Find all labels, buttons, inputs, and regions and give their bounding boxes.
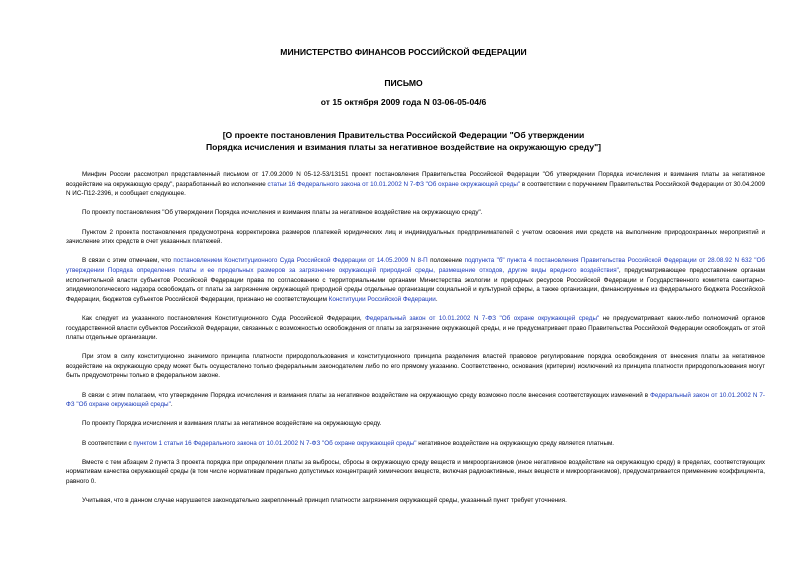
paragraph: [66, 352, 765, 381]
paragraph-text: положение: [427, 257, 465, 265]
document-date-number: от 15 октября 2009 года N 03-06-05-04/6: [320, 97, 487, 107]
paragraph-text: В соответствии с: [82, 439, 134, 447]
law-reference-link[interactable]: пунктом 1 статьи 16 Федерального закона от 10.01.2002 N 7-ФЗ "Об охране окружающей среды": [133, 439, 417, 447]
paragraph-text: В связи с этим полагаем, что утверждение Порядка исчисления и взимания платы за негативное воздействие на окружающую среду возможно после внесения соответствующих изменений в: [82, 391, 651, 399]
law-reference-link[interactable]: Федеральный закон от 10.01.2002 N 7-ФЗ "Об охране окружающей среды": [365, 314, 600, 322]
paragraph-text: По проекту Порядка исчисления и взимания платы за негативное воздействие на окружающую среду.: [82, 420, 382, 428]
paragraph: [66, 314, 765, 343]
paragraph: [66, 419, 765, 429]
paragraph: [66, 496, 765, 506]
paragraph-text: негативное воздействие на окружающую среду является платным.: [416, 439, 615, 447]
paragraph: [66, 208, 765, 218]
law-reference-link[interactable]: статьи 16 Федерального закона от 10.01.2002 N 7-ФЗ "Об охране окружающей среды": [267, 180, 521, 188]
paragraph-text: в соответствии с поручением Правительства Российской Федерации от 30.04.2009 N ИС-П12-2396, и сообщает следующее.: [66, 180, 766, 198]
paragraph-text: Как следует из указанного постановления Конституционного Суда Российской Федерации,: [82, 314, 366, 322]
subject-line-1: [О проекте постановления Правительства Российской Федерации "Об утверждении: [222, 130, 585, 140]
law-reference-link[interactable]: постановлением Конституционного Суда Российской Федерации от 14.05.2009 N 8-П: [173, 257, 428, 265]
paragraph-text: Учитывая, что в данном случае нарушается законодательно закрепленный принцип платности загрязнения окружающей среды, указанный пункт требует уточнения.: [82, 497, 567, 505]
paragraph-text: не предусматривает каких-либо полномочий органов государственной власти субъектов Российской Федерации, связанных с возможностью освобождения от платы за загрязнение окружающей среды, и не предусматривает право Правительства Российской Федерации освобождать от этой платы отдельные организации.: [66, 314, 765, 342]
paragraph-text: По проекту постановления "Об утверждении Порядка исчисления и взимания платы за негативное воздействие на окружающую среду".: [82, 209, 483, 217]
paragraph: [66, 170, 765, 199]
law-reference-link[interactable]: Конституции Российской Федерации: [328, 295, 436, 303]
paragraph: [66, 256, 765, 304]
paragraph: [66, 391, 765, 410]
law-reference-link[interactable]: подпункта "б" пункта 4 постановления Правительства Российской Федерации от 28.08.92 N 632 "Об утверждении Порядка определения платы и ее предельных размеров за загрязнение окружающей природной среды, размещение отходов, другие виды вредного воздействия": [66, 257, 765, 274]
paragraph-text: В связи с этим отмечаем, что: [82, 257, 174, 265]
paragraph-text: Минфин России рассмотрел представленный письмом от 17.09.2009 N 05-12-53/13151 проект постановления Правительства Российской Федерации "Об утверждении Порядка исчисления и взимания платы за негативное воздействие на окружающую среду", разработанный во исполнение: [66, 171, 765, 188]
document-subject: [0, 129, 807, 153]
document-body: [66, 170, 765, 515]
paragraph: [66, 228, 765, 247]
subject-line-2: Порядка исчисления и взимания платы за негативное воздействие на окружающую среду"]: [205, 142, 602, 152]
paragraph: [66, 439, 765, 449]
ministry-name: МИНИСТЕРСТВО ФИНАНСОВ РОССИЙСКОЙ ФЕДЕРАЦИИ: [280, 47, 527, 57]
paragraph: [66, 458, 765, 487]
paragraph-text: .: [170, 401, 173, 409]
paragraph-text: Вместе с тем абзацем 2 пункта 3 проекта порядка при определении платы за выбросы, сбросы в окружающую среду веществ и микроорганизмов (иное негативное воздействие на окружающую среду) в пределах, соответствующих нормативам качества окружающей среды (в том числе нормативам предельно допустимых концентраций химических веществ, включая радиоактивные, иных веществ и микроорганизмов), предусматривается применение коэффициента, равного 0.: [66, 458, 765, 485]
paragraph-text: При этом в силу конституционно значимого принципа платности природопользования и конституционного принципа разделения властей правовое регулирование порядка освобождения от внесения платы за негативное воздействие на окружающую среду может быть осуществлено только федеральным законодателем либо по его прямому указанию. Соответственно, основания (критерии) исключений из принципа платности природопользования могут быть предусмотрены только в федеральном законе.: [66, 353, 765, 380]
paragraph-text: .: [435, 295, 438, 303]
document-type: ПИСЬМО: [384, 78, 423, 88]
paragraph-text: Пунктом 2 проекта постановления предусмотрена корректировка размеров платежей юридических лиц и индивидуальных предпринимателей с учетом освоения ими средств на выполнение природоохранных мероприятий и зачисление этих средств в счет указанных платежей.: [66, 228, 765, 246]
paragraph-text: , предусматривающее предоставление органам исполнительной власти субъектов Российской Федерации права по согласованию с территориальными органами Министерства экологии и природных ресурсов Российской Федерации и Государственного комитета санитарно-эпидемиологического надзора освобождать от платы за загрязнение окружающей природной среды отдельные организации социальной и культурной сферы, а также организации, финансируемые из федерального бюджета Российской Федерации, бюджетов субъектов Российской Федерации, признано не соответствующим: [66, 266, 765, 303]
law-reference-link[interactable]: Федеральный закон от 10.01.2002 N 7-ФЗ "Об охране окружающей среды": [66, 391, 765, 409]
